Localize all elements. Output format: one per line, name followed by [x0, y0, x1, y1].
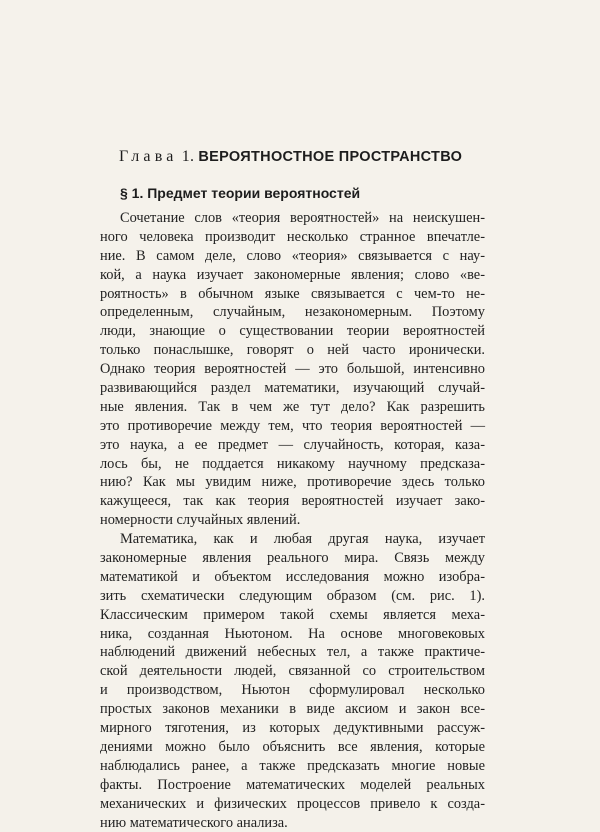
text-line: номерности случайных явлений.: [100, 511, 485, 530]
chapter-number: 1.: [182, 148, 194, 165]
text-line: Математика, как и любая другая наука, изучает: [100, 530, 485, 549]
text-line: механических и физических процессов привело к созда-: [100, 795, 485, 814]
text-line: простых законов механики в виде аксиом и закон все-: [100, 700, 485, 719]
text-line: зить схематически следующим образом (см. рис. 1).: [100, 587, 485, 606]
text-line: ного человека производит несколько странное впечатле-: [100, 228, 485, 247]
text-line: Однако теория вероятностей — это большой, интенсивно: [100, 360, 485, 379]
text-line: нию математического анализа.: [100, 814, 485, 832]
chapter-heading: [119, 148, 519, 166]
text-line: люди, знающие о существовании теории вероятностей: [100, 322, 485, 341]
text-line: только понаслышке, говорят о ней часто иронически.: [100, 341, 485, 360]
text-line: и производством, Ньютон сформулировал несколько: [100, 681, 485, 700]
text-line: кажущееся, так как теория вероятностей изучает зако-: [100, 492, 485, 511]
text-line: факты. Построение математических моделей реальных: [100, 776, 485, 795]
body-text: [100, 209, 485, 832]
text-line: определенным, случайным, незакономерным. Поэтому: [100, 303, 485, 322]
text-line: Классическим примером такой схемы является меха-: [100, 606, 485, 625]
text-line: ской деятельности людей, связанной со строительством: [100, 662, 485, 681]
text-line: дениями можно было объяснить все явления, которые: [100, 738, 485, 757]
text-line: закономерные явления реального мира. Связь между: [100, 549, 485, 568]
text-line: лось бы, не поддается никакому научному предсказа-: [100, 455, 485, 474]
text-line: роятность» в обычном языке связывается с чем-то не-: [100, 285, 485, 304]
text-line: ние. В самом деле, слово «теория» связывается с нау-: [100, 247, 485, 266]
text-line: математикой и объектом исследования можно изобра-: [100, 568, 485, 587]
text-line: ные явления. Так в чем же тут дело? Как разрешить: [100, 398, 485, 417]
text-line: мирного тяготения, из которых дедуктивными рассуж-: [100, 719, 485, 738]
text-line: развивающийся раздел математики, изучающий случай-: [100, 379, 485, 398]
text-line: нию? Как мы увидим ниже, противоречие здесь только: [100, 473, 485, 492]
text-line: это противоречие между тем, что теория вероятностей —: [100, 417, 485, 436]
text-line: это наука, а ее предмет — случайность, которая, каза-: [100, 436, 485, 455]
text-line: наблюдений движений небесных тел, а также практиче-: [100, 643, 485, 662]
text-line: Сочетание слов «теория вероятностей» на неискушен-: [100, 209, 485, 228]
text-line: ника, созданная Ньютоном. На основе многовековых: [100, 625, 485, 644]
section-heading: § 1. Предмет теории вероятностей: [120, 185, 360, 201]
text-line: наблюдались ранее, а также предсказать многие новые: [100, 757, 485, 776]
chapter-title: ВЕРОЯТНОСТНОЕ ПРОСТРАНСТВО: [198, 149, 462, 165]
text-line: кой, а наука изучает закономерные явления; слово «ве-: [100, 266, 485, 285]
chapter-prefix: Глава: [119, 148, 178, 165]
